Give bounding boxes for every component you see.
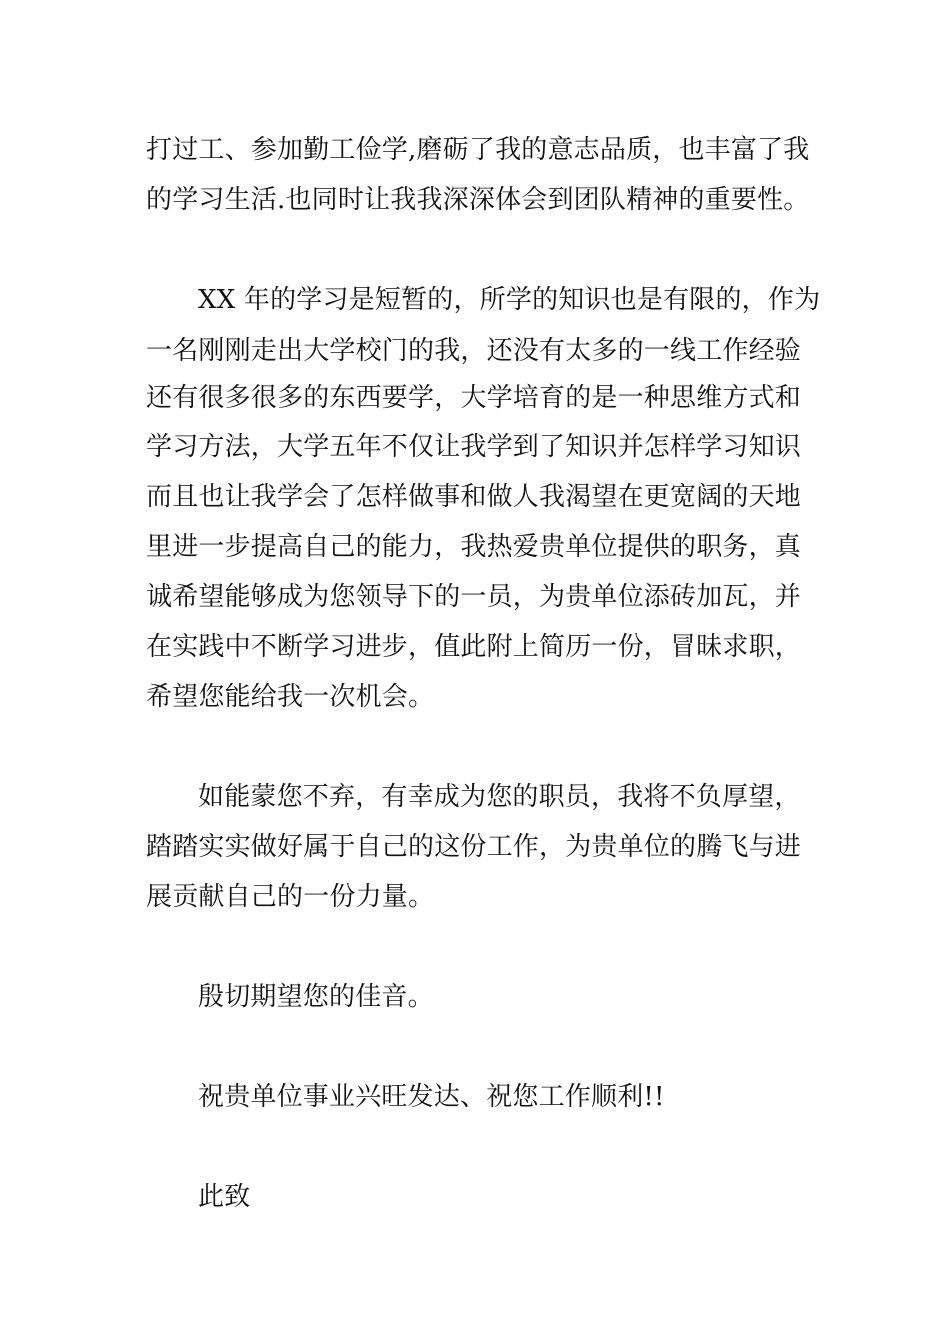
paragraph2-line5: 而且也让我学会了怎样做事和做人我渴望在更宽阔的天地 (146, 482, 802, 512)
paragraph6: 此致 (198, 1182, 251, 1212)
paragraph3-line3: 展贡献自己的一份力量。 (146, 882, 435, 912)
paragraph2-line7: 诚希望能够成为您领导下的一员，为贵单位添砖加瓦，并 (146, 582, 802, 612)
paragraph3-line2: 踏踏实实做好属于自己的这份工作，为贵单位的腾飞与进 (146, 832, 802, 862)
paragraph2-line4: 学习方法，大学五年不仅让我学到了知识并怎样学习知识 (146, 432, 802, 462)
paragraph2-line8: 在实践中不断学习进步，值此附上简历一份，冒昧求职， (146, 632, 802, 662)
paragraph1-line2: 的学习生活.也同时让我我深深体会到团队精神的重要性。 (146, 185, 810, 215)
paragraph2-line2: 一名刚刚走出大学校门的我，还没有太多的一线工作经验 (146, 336, 802, 366)
paragraph1-line1: 打过工、参加勤工俭学,磨砺了我的意志品质，也丰富了我 (146, 135, 810, 165)
paragraph5: 祝贵单位事业兴旺发达、祝您工作顺利!! (198, 1082, 665, 1112)
paragraph2-line1: XX 年的学习是短暂的，所学的知识也是有限的，作为 (198, 285, 821, 315)
paragraph2-line3: 还有很多很多的东西要学，大学培育的是一种思维方式和 (146, 383, 802, 413)
paragraph4: 殷切期望您的佳音。 (198, 982, 434, 1012)
paragraph2-line9: 希望您能给我一次机会。 (146, 682, 435, 712)
paragraph3-line1: 如能蒙您不弃，有幸成为您的职员，我将不负厚望， (198, 782, 801, 812)
paragraph2-line6: 里进一步提高自己的能力，我热爱贵单位提供的职务，真 (146, 532, 802, 562)
